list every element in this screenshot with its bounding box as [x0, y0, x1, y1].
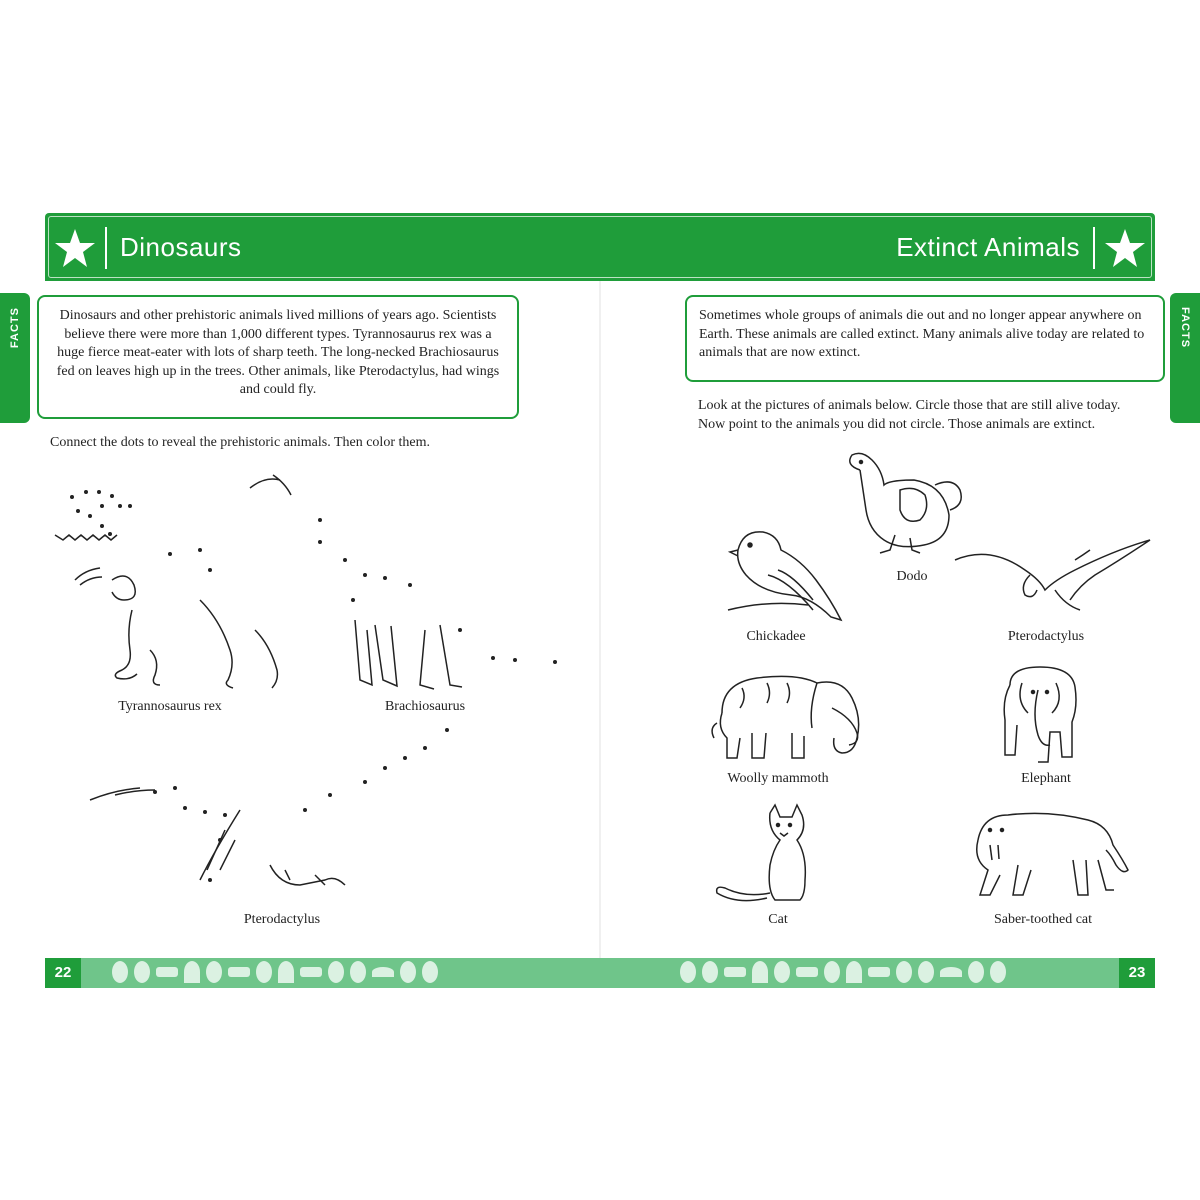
header-bar: [45, 213, 1155, 281]
flask-icon: [112, 961, 128, 983]
header-divider-right: [1093, 227, 1095, 269]
instruction-left: Connect the dots to reveal the prehistoric animals. Then color them.: [50, 435, 430, 450]
cat-illustration[interactable]: [715, 803, 825, 908]
butterfly-icon: [278, 961, 294, 983]
caption-cat: Cat: [768, 912, 788, 927]
leaf-icon: [228, 967, 250, 977]
fish-icon: [724, 967, 746, 977]
brachiosaurus-dot-to-dot[interactable]: [245, 470, 575, 700]
woolly-mammoth-illustration[interactable]: [712, 668, 867, 763]
page-title-left: Dinosaurs: [120, 232, 242, 262]
caption-elephant: Elephant: [1021, 771, 1071, 786]
header-divider-left: [105, 227, 107, 269]
star-icon: [53, 226, 97, 270]
elephant-illustration[interactable]: [1000, 665, 1085, 765]
fact-box-left: Dinosaurs and other prehistoric animals lived millions of years ago. Scientists believe there were more than 1,000 different types. Tyrannosaurus rex was a huge fierce meat-eater with lots of sharp teeth. The long-necked Brachiosaurus fed on leaves high up in the trees. Other animals, like Pterodactylus, had wings and could fly.: [37, 295, 519, 419]
caption-woolly-mammoth: Woolly mammoth: [727, 771, 829, 786]
footer-icon-strip-left: [112, 961, 438, 985]
page-gutter: [599, 281, 601, 958]
caption-chickadee: Chickadee: [746, 629, 806, 644]
dinosaur-icon: [350, 961, 366, 983]
caption-brachiosaurus: Brachiosaurus: [384, 699, 466, 714]
moon-icon: [824, 961, 840, 983]
facts-tab-right: [1170, 293, 1200, 423]
pterodactylus-dot-to-dot[interactable]: [85, 720, 465, 900]
butterfly-icon: [846, 961, 862, 983]
page-title-right: Extinct Animals: [896, 232, 1080, 262]
magnet-icon: [990, 961, 1006, 983]
pterodactylus-illustration[interactable]: [955, 535, 1155, 615]
page-number-left: 22: [45, 958, 81, 988]
caption-saber-toothed-cat: Saber-toothed cat: [993, 912, 1093, 927]
sun-icon: [300, 967, 322, 977]
facts-tab-label: FACTS: [1179, 307, 1191, 349]
moon-icon: [256, 961, 272, 983]
footer-icon-strip-right: [680, 961, 1006, 985]
saber-toothed-cat-illustration[interactable]: [968, 810, 1128, 900]
magnet-icon: [422, 961, 438, 983]
tree-icon: [328, 961, 344, 983]
tree-icon: [896, 961, 912, 983]
bird-icon: [752, 961, 768, 983]
airplane-icon: [400, 961, 416, 983]
caption-dodo: Dodo: [896, 569, 928, 584]
caption-tyrannosaurus: Tyrannosaurus rex: [118, 699, 222, 714]
caption-pterodactylus-right: Pterodactylus: [1007, 629, 1085, 644]
fact-box-right: Sometimes whole groups of animals die out and no longer appear anywhere on Earth. These animals are called extinct. Many animals alive today are related to animals that are now extinct.: [685, 295, 1165, 382]
facts-tab-left: [0, 293, 30, 423]
hand-icon: [134, 961, 150, 983]
dinosaur-icon: [918, 961, 934, 983]
facts-tab-label: FACTS: [9, 307, 21, 349]
hand-icon: [702, 961, 718, 983]
star-icon: [1103, 226, 1147, 270]
turtle-icon: [372, 967, 394, 977]
microscope-icon: [206, 961, 222, 983]
caption-pterodactylus-left: Pterodactylus: [243, 912, 321, 927]
chickadee-illustration[interactable]: [728, 525, 843, 630]
airplane-icon: [968, 961, 984, 983]
microscope-icon: [774, 961, 790, 983]
fish-icon: [156, 967, 178, 977]
page-number-right: 23: [1119, 958, 1155, 988]
leaf-icon: [796, 967, 818, 977]
bird-icon: [184, 961, 200, 983]
turtle-icon: [940, 967, 962, 977]
flask-icon: [680, 961, 696, 983]
sun-icon: [868, 967, 890, 977]
instruction-right: Look at the pictures of animals below. Circle those that are still alive today. Now point to the animals you did not circle. Those animals are extinct.: [698, 398, 1121, 432]
